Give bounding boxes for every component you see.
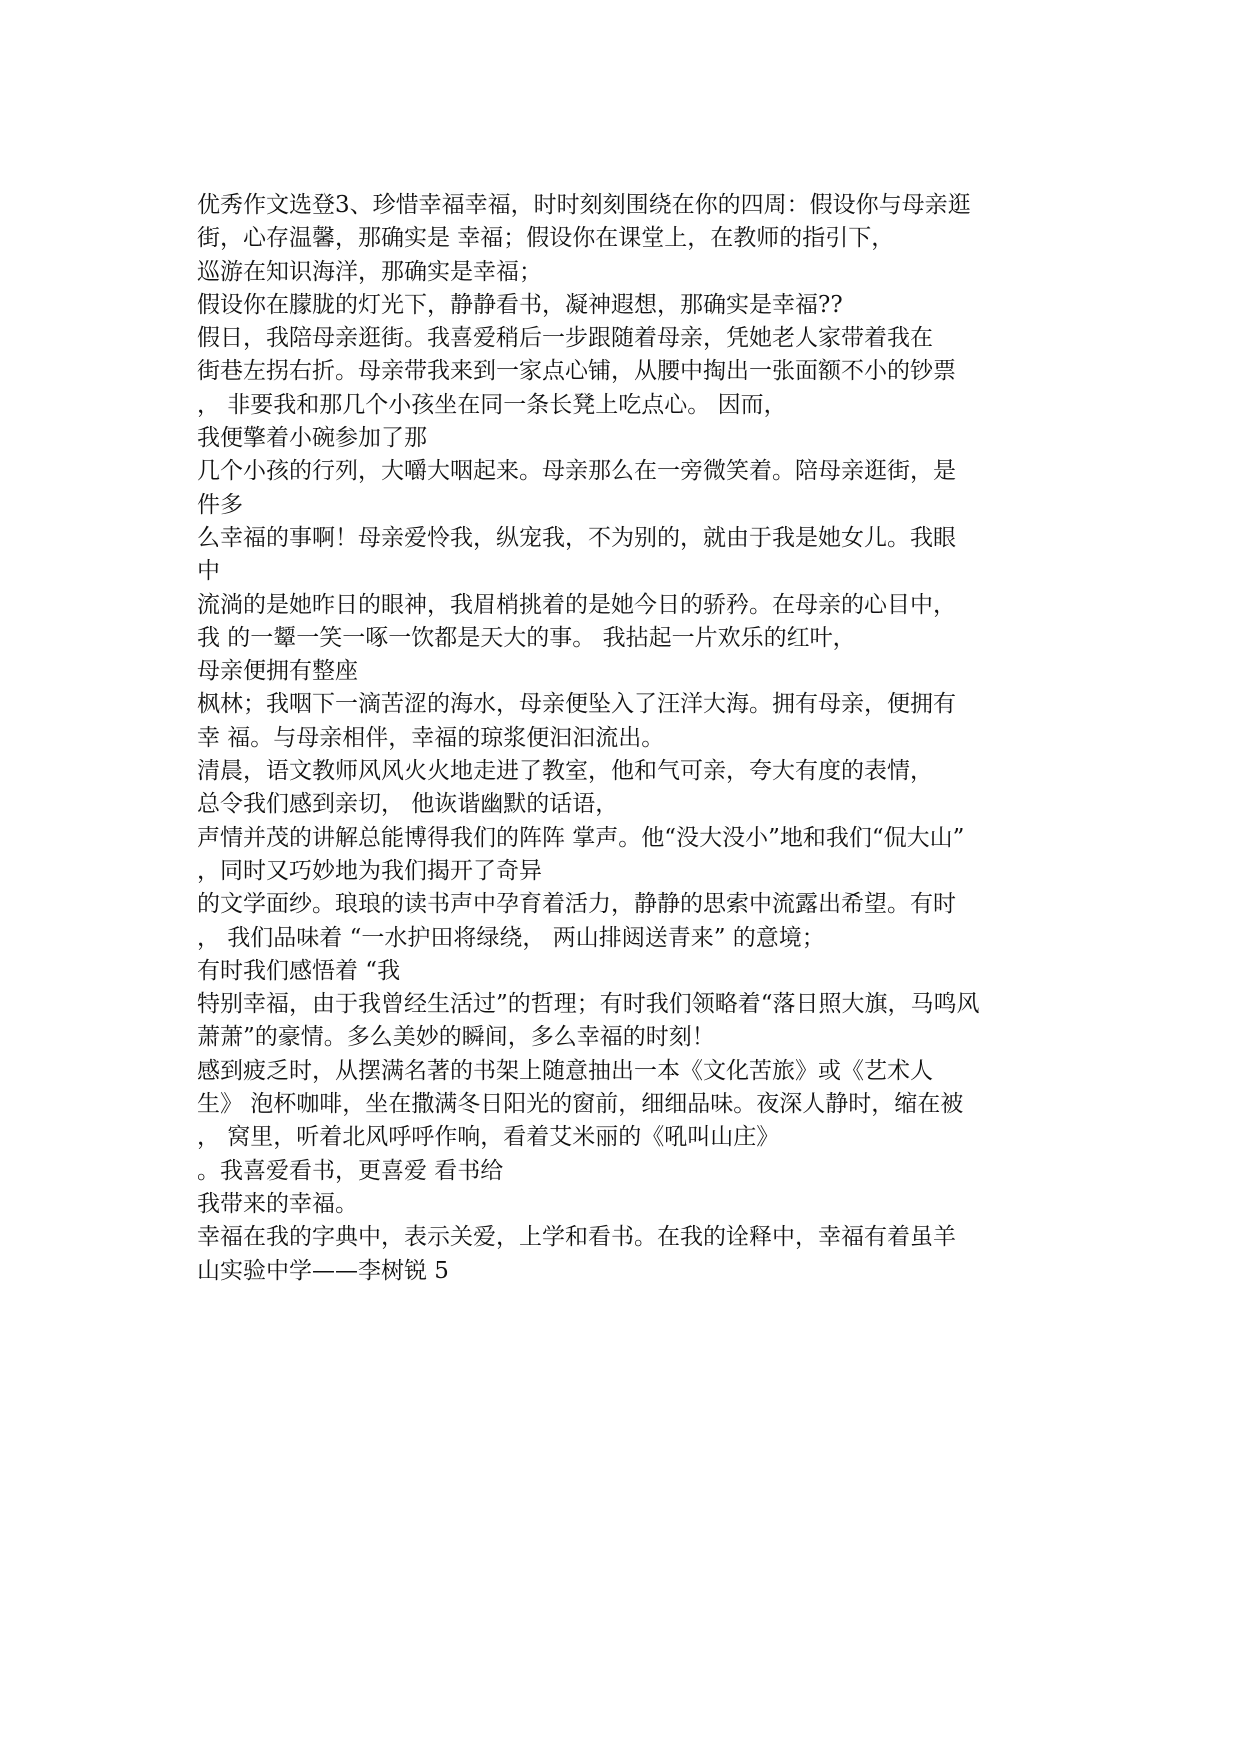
text-line: 么幸福的事啊！母亲爱怜我，纵宠我，不为别的，就由于我是她女儿。我眼 [197, 524, 956, 551]
text-line: 中 [197, 558, 220, 585]
text-line: 山实验中学——李树锐 5 [197, 1257, 449, 1284]
text-line: 有时我们感悟着 “我 [197, 957, 401, 984]
text-line: 声情并茂的讲解总能博得我们的阵阵 掌声。他“没大没小”地和我们“侃大山” [197, 824, 965, 851]
text-line: 我 的一颦一笑一啄一饮都是天大的事。 我拈起一片欢乐的红叶， [197, 624, 856, 651]
text-line: 街巷左拐右折。母亲带我来到一家点心铺，从腰中掏出一张面额不小的钞票 [197, 358, 956, 385]
text-line: 总令我们感到亲切， 他诙谐幽默的话语， [197, 791, 619, 818]
text-line: ， 非要我和那几个小孩坐在同一条长凳上吃点心。 因而， [197, 391, 787, 418]
text-line: 幸福在我的字典中，表示关爱，上学和看书。在我的诠释中，幸福有着虽羊 [197, 1224, 956, 1251]
text-line: 巡游在知识海洋，那确实是幸福； [197, 258, 542, 285]
text-line: ，同时又巧妙地为我们揭开了奇异 [197, 857, 542, 884]
text-line: ， 我们品味着 “一水护田将绿绕， 两山排闼送青来” 的意境； [197, 924, 825, 951]
text-line: 假日，我陪母亲逛街。我喜爱稍后一步跟随着母亲，凭她老人家带着我在 [197, 325, 933, 352]
text-line: 。我喜爱看书，更喜爱 看书给 [197, 1157, 504, 1184]
text-line: ， 窝里，听着北风呼呼作响，看着艾米丽的《吼叫山庄》 [197, 1124, 780, 1151]
text-line: 的文学面纱。琅琅的读书声中孕育着活力，静静的思索中流露出希望。有时 [197, 891, 956, 918]
text-line: 生》 泡杯咖啡，坐在撒满冬日阳光的窗前，细细品味。夜深人静时，缩在被 [197, 1091, 964, 1118]
text-line: 件多 [197, 491, 243, 518]
text-line: 清晨，语文教师风风火火地走进了教室，他和气可亲，夸大有度的表情， [197, 758, 933, 785]
essay-text [197, 189, 1077, 1288]
text-line: 几个小孩的行列，大嚼大咽起来。母亲那么在一旁微笑着。陪母亲逛街，是 [197, 458, 956, 485]
text-line: 感到疲乏时，从摆满名著的书架上随意抽出一本《文化苦旅》或《艺术人 [197, 1057, 933, 1084]
text-line: 流淌的是她昨日的眼神，我眉梢挑着的是她今日的骄矜。在母亲的心目中， [197, 591, 956, 618]
text-line: 枫林；我咽下一滴苦涩的海水，母亲便坠入了汪洋大海。拥有母亲，便拥有 [197, 691, 956, 718]
text-line: 萧萧”的豪情。多么美妙的瞬间，多么幸福的时刻！ [197, 1024, 715, 1051]
text-line: 街，心存温馨，那确实是 幸福；假设你在课堂上，在教师的指引下， [197, 225, 895, 252]
text-line: 母亲便拥有整座 [197, 658, 358, 685]
text-line: 幸 福。与母亲相伴，幸福的琼浆便汩汩流出。 [197, 724, 665, 751]
text-line: 我带来的幸福。 [197, 1190, 358, 1217]
text-line: 特别幸福，由于我曾经生活过”的哲理；有时我们领略着“落日照大旗，马鸣风 [197, 991, 980, 1018]
text-line: 假设你在朦胧的灯光下，静静看书，凝神遐想，那确实是幸福?? [197, 291, 843, 318]
text-line: 优秀作文选登3、珍惜幸福幸福，时时刻刻围绕在你的四周：假设你与母亲逛 [197, 192, 971, 218]
text-line: 我便擎着小碗参加了那 [197, 425, 427, 452]
